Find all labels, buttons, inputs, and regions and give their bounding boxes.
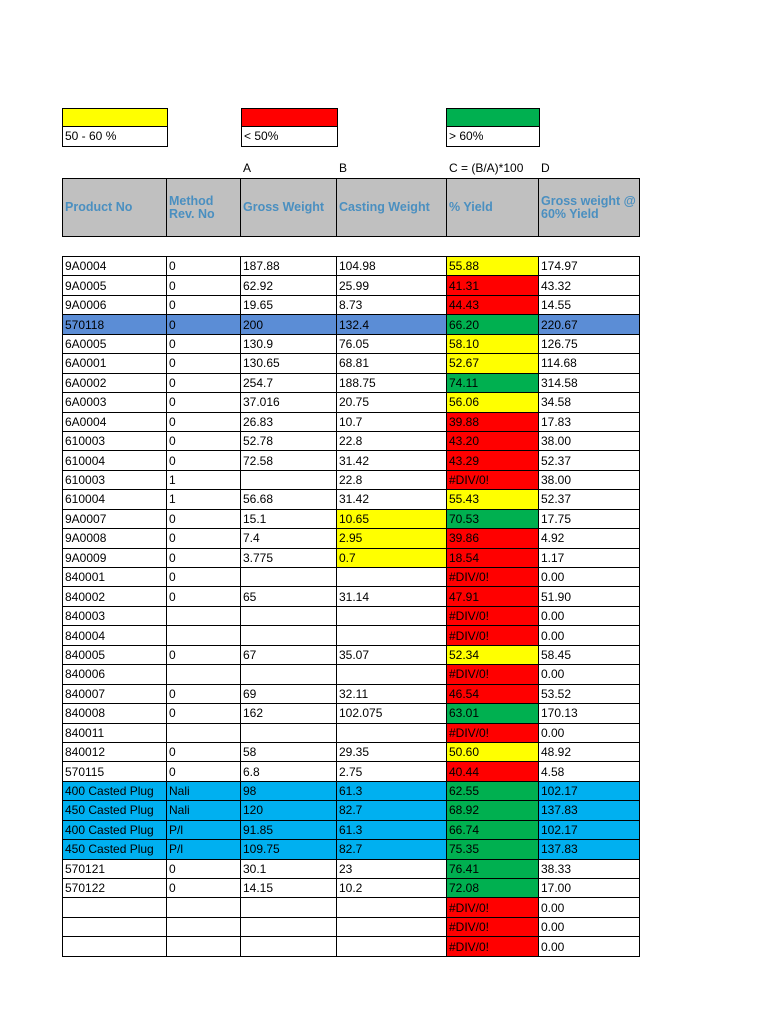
cell-method-rev-no[interactable]: Nali xyxy=(167,781,241,800)
cell-product-no[interactable]: 610004 xyxy=(63,451,167,470)
cell-yield[interactable]: #DIV/0! xyxy=(447,917,539,936)
cell-gross-weight-60[interactable]: 52.37 xyxy=(539,451,640,470)
cell-yield[interactable]: 72.08 xyxy=(447,879,539,898)
cell-product-no[interactable]: 9A0006 xyxy=(63,295,167,314)
cell-casting-weight[interactable]: 68.81 xyxy=(337,354,447,373)
table-row[interactable] xyxy=(63,665,640,684)
cell-casting-weight[interactable] xyxy=(337,665,447,684)
header-gross-weight[interactable]: Gross Weight xyxy=(241,179,337,237)
cell-yield[interactable]: 66.20 xyxy=(447,315,539,334)
cell-method-rev-no[interactable]: 0 xyxy=(167,373,241,392)
cell-product-no[interactable] xyxy=(63,898,167,917)
cell-gross-weight-60[interactable]: 170.13 xyxy=(539,704,640,723)
cell-gross-weight[interactable] xyxy=(241,606,337,625)
cell-method-rev-no[interactable]: 0 xyxy=(167,548,241,567)
cell-gross-weight-60[interactable]: 51.90 xyxy=(539,587,640,606)
cell-gross-weight-60[interactable]: 174.97 xyxy=(539,257,640,276)
cell-method-rev-no[interactable]: 0 xyxy=(167,704,241,723)
table-row[interactable] xyxy=(63,431,640,450)
cell-casting-weight[interactable]: 32.11 xyxy=(337,684,447,703)
cell-product-no[interactable]: 6A0002 xyxy=(63,373,167,392)
table-row[interactable] xyxy=(63,801,640,820)
cell-product-no[interactable]: 610003 xyxy=(63,431,167,450)
cell-yield[interactable]: 58.10 xyxy=(447,334,539,353)
table-row[interactable] xyxy=(63,568,640,587)
table-row[interactable] xyxy=(63,373,640,392)
cell-gross-weight[interactable] xyxy=(241,917,337,936)
cell-product-no[interactable] xyxy=(63,937,167,956)
cell-casting-weight[interactable]: 31.42 xyxy=(337,490,447,509)
cell-gross-weight[interactable]: 6.8 xyxy=(241,762,337,781)
cell-casting-weight[interactable]: 82.7 xyxy=(337,840,447,859)
cell-product-no[interactable]: 570121 xyxy=(63,859,167,878)
cell-casting-weight[interactable]: 10.2 xyxy=(337,879,447,898)
cell-method-rev-no[interactable]: 0 xyxy=(167,431,241,450)
header-product-no[interactable]: Product No xyxy=(63,179,167,237)
table-row[interactable] xyxy=(63,704,640,723)
cell-gross-weight-60[interactable]: 0.00 xyxy=(539,626,640,645)
cell-gross-weight[interactable]: 91.85 xyxy=(241,820,337,839)
cell-product-no[interactable]: 840006 xyxy=(63,665,167,684)
cell-product-no[interactable]: 840004 xyxy=(63,626,167,645)
cell-product-no[interactable]: 6A0004 xyxy=(63,412,167,431)
column-letter-c: C = (B/A)*100 xyxy=(449,161,524,175)
cell-casting-weight[interactable]: 188.75 xyxy=(337,373,447,392)
cell-yield[interactable]: 50.60 xyxy=(447,742,539,761)
cell-gross-weight[interactable]: 98 xyxy=(241,781,337,800)
cell-method-rev-no[interactable]: 0 xyxy=(167,684,241,703)
cell-method-rev-no[interactable]: 0 xyxy=(167,529,241,548)
cell-gross-weight[interactable]: 62.92 xyxy=(241,276,337,295)
cell-method-rev-no[interactable]: 0 xyxy=(167,587,241,606)
cell-yield[interactable]: 74.11 xyxy=(447,373,539,392)
cell-product-no[interactable]: 9A0007 xyxy=(63,509,167,528)
cell-product-no[interactable]: 9A0008 xyxy=(63,529,167,548)
legend-label-red: < 50% xyxy=(241,127,338,147)
cell-method-rev-no[interactable]: 0 xyxy=(167,315,241,334)
cell-method-rev-no[interactable]: 0 xyxy=(167,393,241,412)
cell-casting-weight[interactable]: 132.4 xyxy=(337,315,447,334)
cell-method-rev-no[interactable] xyxy=(167,626,241,645)
cell-method-rev-no[interactable]: 0 xyxy=(167,859,241,878)
cell-gross-weight[interactable] xyxy=(241,470,337,489)
table-row[interactable] xyxy=(63,742,640,761)
cell-method-rev-no[interactable]: 0 xyxy=(167,412,241,431)
cell-gross-weight-60[interactable]: 34.58 xyxy=(539,393,640,412)
cell-method-rev-no[interactable]: 0 xyxy=(167,879,241,898)
cell-method-rev-no[interactable]: P/l xyxy=(167,840,241,859)
cell-product-no[interactable]: 450 Casted Plug xyxy=(63,801,167,820)
table-row[interactable] xyxy=(63,859,640,878)
cell-product-no[interactable]: 9A0009 xyxy=(63,548,167,567)
cell-casting-weight[interactable]: 20.75 xyxy=(337,393,447,412)
cell-method-rev-no[interactable] xyxy=(167,606,241,625)
cell-product-no[interactable]: 570115 xyxy=(63,762,167,781)
cell-gross-weight[interactable]: 58 xyxy=(241,742,337,761)
cell-method-rev-no[interactable]: 1 xyxy=(167,490,241,509)
table-row[interactable] xyxy=(63,393,640,412)
cell-yield[interactable]: 44.43 xyxy=(447,295,539,314)
cell-gross-weight[interactable] xyxy=(241,568,337,587)
cell-gross-weight-60[interactable]: 17.83 xyxy=(539,412,640,431)
cell-yield[interactable]: 70.53 xyxy=(447,509,539,528)
cell-gross-weight[interactable]: 200 xyxy=(241,315,337,334)
cell-product-no[interactable]: 9A0004 xyxy=(63,257,167,276)
cell-casting-weight[interactable] xyxy=(337,898,447,917)
cell-gross-weight[interactable]: 52.78 xyxy=(241,431,337,450)
header-gross-weight-60[interactable]: Gross weight @ 60% Yield xyxy=(539,179,640,237)
cell-yield[interactable]: 63.01 xyxy=(447,704,539,723)
cell-gross-weight-60[interactable]: 17.75 xyxy=(539,509,640,528)
cell-gross-weight[interactable]: 69 xyxy=(241,684,337,703)
cell-yield[interactable]: #DIV/0! xyxy=(447,665,539,684)
cell-product-no[interactable] xyxy=(63,917,167,936)
cell-casting-weight[interactable] xyxy=(337,937,447,956)
legend-swatch-red xyxy=(241,108,338,127)
cell-gross-weight-60[interactable]: 0.00 xyxy=(539,723,640,742)
cell-casting-weight[interactable]: 2.95 xyxy=(337,529,447,548)
column-letter-a: A xyxy=(243,161,252,175)
cell-method-rev-no[interactable] xyxy=(167,917,241,936)
cell-casting-weight[interactable]: 102.075 xyxy=(337,704,447,723)
column-letter-d: D xyxy=(541,161,550,175)
cell-casting-weight[interactable]: 31.14 xyxy=(337,587,447,606)
cell-product-no[interactable]: 610004 xyxy=(63,490,167,509)
cell-method-rev-no[interactable] xyxy=(167,665,241,684)
cell-gross-weight-60[interactable]: 0.00 xyxy=(539,917,640,936)
table-header xyxy=(62,178,640,237)
cell-product-no[interactable]: 570118 xyxy=(63,315,167,334)
table-row[interactable] xyxy=(63,295,640,314)
cell-yield[interactable]: #DIV/0! xyxy=(447,568,539,587)
cell-product-no[interactable]: 6A0005 xyxy=(63,334,167,353)
data-table xyxy=(62,256,640,957)
cell-yield[interactable]: #DIV/0! xyxy=(447,937,539,956)
table-row[interactable] xyxy=(63,723,640,742)
cell-gross-weight-60[interactable]: 102.17 xyxy=(539,820,640,839)
cell-method-rev-no[interactable]: 0 xyxy=(167,645,241,664)
table-row[interactable] xyxy=(63,898,640,917)
cell-gross-weight[interactable]: 15.1 xyxy=(241,509,337,528)
cell-gross-weight[interactable] xyxy=(241,626,337,645)
cell-gross-weight[interactable]: 187.88 xyxy=(241,257,337,276)
cell-gross-weight-60[interactable]: 4.92 xyxy=(539,529,640,548)
cell-gross-weight[interactable]: 56.68 xyxy=(241,490,337,509)
cell-product-no[interactable]: 570122 xyxy=(63,879,167,898)
cell-method-rev-no[interactable]: Nali xyxy=(167,801,241,820)
cell-method-rev-no[interactable]: 0 xyxy=(167,295,241,314)
cell-yield[interactable]: 39.88 xyxy=(447,412,539,431)
cell-casting-weight[interactable]: 25.99 xyxy=(337,276,447,295)
cell-casting-weight[interactable]: 61.3 xyxy=(337,820,447,839)
cell-gross-weight[interactable]: 120 xyxy=(241,801,337,820)
cell-casting-weight[interactable]: 22.8 xyxy=(337,470,447,489)
cell-casting-weight[interactable]: 82.7 xyxy=(337,801,447,820)
cell-gross-weight[interactable] xyxy=(241,898,337,917)
cell-method-rev-no[interactable]: 0 xyxy=(167,762,241,781)
cell-gross-weight[interactable]: 254.7 xyxy=(241,373,337,392)
table-row[interactable] xyxy=(63,762,640,781)
cell-yield[interactable]: 18.54 xyxy=(447,548,539,567)
cell-casting-weight[interactable] xyxy=(337,723,447,742)
legend-label-green: > 60% xyxy=(446,127,540,147)
table-row[interactable] xyxy=(63,879,640,898)
legend-swatch-yellow xyxy=(62,108,168,127)
cell-gross-weight[interactable]: 109.75 xyxy=(241,840,337,859)
cell-yield[interactable]: 39.86 xyxy=(447,529,539,548)
cell-gross-weight-60[interactable]: 53.52 xyxy=(539,684,640,703)
cell-casting-weight[interactable] xyxy=(337,626,447,645)
cell-gross-weight[interactable] xyxy=(241,665,337,684)
cell-yield[interactable]: 40.44 xyxy=(447,762,539,781)
table-row[interactable] xyxy=(63,781,640,800)
cell-yield[interactable]: 55.88 xyxy=(447,257,539,276)
cell-gross-weight[interactable]: 14.15 xyxy=(241,879,337,898)
cell-yield[interactable]: #DIV/0! xyxy=(447,606,539,625)
cell-gross-weight-60[interactable]: 48.92 xyxy=(539,742,640,761)
cell-product-no[interactable]: 6A0003 xyxy=(63,393,167,412)
cell-casting-weight[interactable]: 8.73 xyxy=(337,295,447,314)
cell-method-rev-no[interactable] xyxy=(167,723,241,742)
cell-casting-weight[interactable]: 29.35 xyxy=(337,742,447,761)
cell-method-rev-no[interactable]: 0 xyxy=(167,257,241,276)
cell-gross-weight-60[interactable]: 38.33 xyxy=(539,859,640,878)
table-row[interactable] xyxy=(63,412,640,431)
table-row[interactable] xyxy=(63,276,640,295)
table-row[interactable] xyxy=(63,626,640,645)
cell-method-rev-no[interactable]: 0 xyxy=(167,354,241,373)
cell-method-rev-no[interactable]: 0 xyxy=(167,276,241,295)
header-yield[interactable]: % Yield xyxy=(447,179,539,237)
table-row[interactable] xyxy=(63,470,640,489)
cell-gross-weight-60[interactable]: 0.00 xyxy=(539,568,640,587)
table-row[interactable] xyxy=(63,315,640,334)
cell-gross-weight[interactable]: 37.016 xyxy=(241,393,337,412)
cell-gross-weight-60[interactable]: 38.00 xyxy=(539,470,640,489)
cell-product-no[interactable]: 840002 xyxy=(63,587,167,606)
cell-yield[interactable]: 66.74 xyxy=(447,820,539,839)
cell-casting-weight[interactable]: 10.65 xyxy=(337,509,447,528)
cell-product-no[interactable]: 840012 xyxy=(63,742,167,761)
table-row[interactable] xyxy=(63,548,640,567)
cell-gross-weight-60[interactable]: 38.00 xyxy=(539,431,640,450)
cell-yield[interactable]: #DIV/0! xyxy=(447,898,539,917)
cell-casting-weight[interactable]: 10.7 xyxy=(337,412,447,431)
cell-product-no[interactable]: 840001 xyxy=(63,568,167,587)
cell-product-no[interactable]: 840003 xyxy=(63,606,167,625)
cell-product-no[interactable]: 9A0005 xyxy=(63,276,167,295)
legend-label-yellow: 50 - 60 % xyxy=(62,127,168,147)
table-row[interactable] xyxy=(63,917,640,936)
cell-gross-weight-60[interactable]: 126.75 xyxy=(539,334,640,353)
cell-gross-weight[interactable]: 130.9 xyxy=(241,334,337,353)
cell-yield[interactable]: 41.31 xyxy=(447,276,539,295)
cell-gross-weight-60[interactable]: 1.17 xyxy=(539,548,640,567)
cell-gross-weight[interactable] xyxy=(241,723,337,742)
cell-gross-weight[interactable]: 130.65 xyxy=(241,354,337,373)
cell-method-rev-no[interactable]: 1 xyxy=(167,470,241,489)
cell-yield[interactable]: 47.91 xyxy=(447,587,539,606)
cell-gross-weight[interactable]: 162 xyxy=(241,704,337,723)
cell-method-rev-no[interactable]: 0 xyxy=(167,334,241,353)
cell-casting-weight[interactable]: 104.98 xyxy=(337,257,447,276)
table-row[interactable] xyxy=(63,587,640,606)
cell-product-no[interactable]: 840007 xyxy=(63,684,167,703)
cell-gross-weight[interactable]: 19.65 xyxy=(241,295,337,314)
cell-casting-weight[interactable]: 31.42 xyxy=(337,451,447,470)
table-row[interactable] xyxy=(63,820,640,839)
cell-yield[interactable]: 75.35 xyxy=(447,840,539,859)
table-row[interactable] xyxy=(63,937,640,956)
cell-method-rev-no[interactable] xyxy=(167,898,241,917)
cell-gross-weight-60[interactable]: 0.00 xyxy=(539,665,640,684)
cell-method-rev-no[interactable] xyxy=(167,937,241,956)
cell-yield[interactable]: 68.92 xyxy=(447,801,539,820)
cell-yield[interactable]: 56.06 xyxy=(447,393,539,412)
cell-gross-weight[interactable]: 67 xyxy=(241,645,337,664)
cell-yield[interactable]: 55.43 xyxy=(447,490,539,509)
table-row[interactable] xyxy=(63,606,640,625)
cell-yield[interactable]: 43.29 xyxy=(447,451,539,470)
header-casting-weight[interactable]: Casting Weight xyxy=(337,179,447,237)
table-row[interactable] xyxy=(63,645,640,664)
cell-yield[interactable]: 62.55 xyxy=(447,781,539,800)
table-row[interactable] xyxy=(63,529,640,548)
cell-yield[interactable]: 52.34 xyxy=(447,645,539,664)
cell-gross-weight-60[interactable]: 14.55 xyxy=(539,295,640,314)
cell-gross-weight-60[interactable]: 137.83 xyxy=(539,801,640,820)
cell-gross-weight-60[interactable]: 220.67 xyxy=(539,315,640,334)
table-row[interactable] xyxy=(63,840,640,859)
legend-swatch-green xyxy=(446,108,540,127)
table-row[interactable] xyxy=(63,334,640,353)
cell-gross-weight[interactable]: 3.775 xyxy=(241,548,337,567)
cell-gross-weight[interactable]: 65 xyxy=(241,587,337,606)
cell-method-rev-no[interactable]: 0 xyxy=(167,742,241,761)
cell-casting-weight[interactable]: 23 xyxy=(337,859,447,878)
cell-casting-weight[interactable]: 22.8 xyxy=(337,431,447,450)
cell-casting-weight[interactable]: 35.07 xyxy=(337,645,447,664)
cell-yield[interactable]: 43.20 xyxy=(447,431,539,450)
cell-product-no[interactable]: 400 Casted Plug xyxy=(63,820,167,839)
cell-yield[interactable]: #DIV/0! xyxy=(447,626,539,645)
cell-casting-weight[interactable]: 76.05 xyxy=(337,334,447,353)
cell-gross-weight-60[interactable]: 4.58 xyxy=(539,762,640,781)
table-row[interactable] xyxy=(63,684,640,703)
cell-gross-weight-60[interactable]: 102.17 xyxy=(539,781,640,800)
cell-gross-weight-60[interactable]: 17.00 xyxy=(539,879,640,898)
cell-gross-weight[interactable]: 26.83 xyxy=(241,412,337,431)
cell-product-no[interactable]: 400 Casted Plug xyxy=(63,781,167,800)
cell-product-no[interactable]: 840005 xyxy=(63,645,167,664)
table-row[interactable] xyxy=(63,451,640,470)
cell-gross-weight-60[interactable]: 137.83 xyxy=(539,840,640,859)
header-method-rev-no[interactable]: Method Rev. No xyxy=(167,179,241,237)
cell-yield[interactable]: #DIV/0! xyxy=(447,723,539,742)
cell-product-no[interactable]: 6A0001 xyxy=(63,354,167,373)
cell-casting-weight[interactable] xyxy=(337,917,447,936)
cell-yield[interactable]: 52.67 xyxy=(447,354,539,373)
cell-gross-weight[interactable]: 30.1 xyxy=(241,859,337,878)
cell-gross-weight-60[interactable]: 114.68 xyxy=(539,354,640,373)
cell-gross-weight[interactable]: 7.4 xyxy=(241,529,337,548)
table-row[interactable] xyxy=(63,354,640,373)
cell-gross-weight-60[interactable]: 58.45 xyxy=(539,645,640,664)
cell-casting-weight[interactable]: 0.7 xyxy=(337,548,447,567)
cell-yield[interactable]: #DIV/0! xyxy=(447,470,539,489)
column-letter-b: B xyxy=(339,161,348,175)
cell-yield[interactable]: 46.54 xyxy=(447,684,539,703)
cell-gross-weight-60[interactable]: 52.37 xyxy=(539,490,640,509)
cell-casting-weight[interactable] xyxy=(337,606,447,625)
cell-casting-weight[interactable]: 61.3 xyxy=(337,781,447,800)
cell-gross-weight-60[interactable]: 0.00 xyxy=(539,937,640,956)
cell-gross-weight[interactable] xyxy=(241,937,337,956)
cell-product-no[interactable]: 450 Casted Plug xyxy=(63,840,167,859)
cell-gross-weight-60[interactable]: 0.00 xyxy=(539,606,640,625)
cell-gross-weight-60[interactable]: 314.58 xyxy=(539,373,640,392)
cell-product-no[interactable]: 840011 xyxy=(63,723,167,742)
cell-casting-weight[interactable]: 2.75 xyxy=(337,762,447,781)
cell-method-rev-no[interactable]: P/l xyxy=(167,820,241,839)
cell-gross-weight[interactable]: 72.58 xyxy=(241,451,337,470)
table-row[interactable] xyxy=(63,509,640,528)
cell-gross-weight-60[interactable]: 43.32 xyxy=(539,276,640,295)
cell-yield[interactable]: 76.41 xyxy=(447,859,539,878)
cell-casting-weight[interactable] xyxy=(337,568,447,587)
data-table-body xyxy=(63,257,640,957)
cell-method-rev-no[interactable]: 0 xyxy=(167,451,241,470)
table-row[interactable] xyxy=(63,490,640,509)
cell-product-no[interactable]: 610003 xyxy=(63,470,167,489)
cell-method-rev-no[interactable]: 0 xyxy=(167,509,241,528)
cell-method-rev-no[interactable]: 0 xyxy=(167,568,241,587)
table-row[interactable] xyxy=(63,257,640,276)
cell-gross-weight-60[interactable]: 0.00 xyxy=(539,898,640,917)
cell-product-no[interactable]: 840008 xyxy=(63,704,167,723)
